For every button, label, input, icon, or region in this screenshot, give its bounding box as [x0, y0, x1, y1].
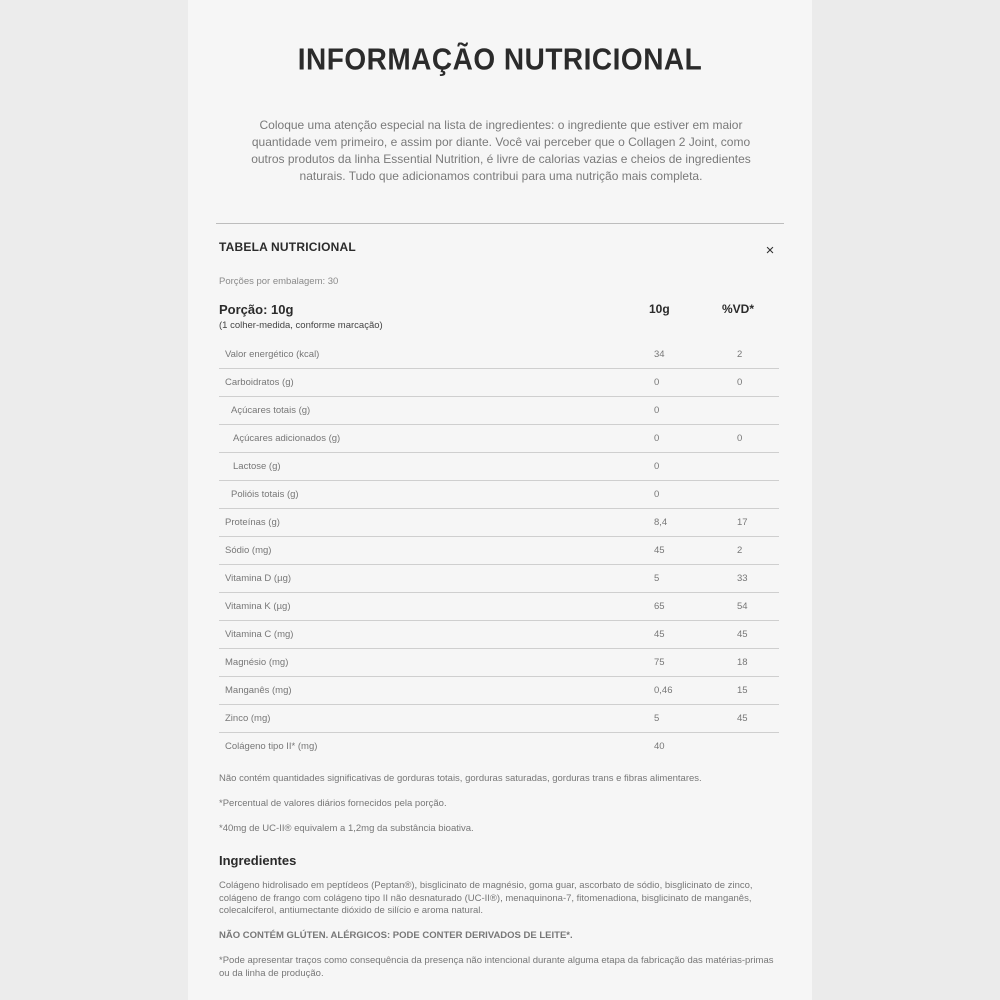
table-row — [219, 425, 779, 453]
ingredients-text: Colágeno hidrolisado em peptídeos (Peptan®), bisglicinato de magnésio, goma guar, ascorbato de sódio, bisglicinato de zinco, colágeno de frango com colágeno tipo II não desnaturado (UC-II®), menaquinona-7, fitomenadiona, bisglicinato de manganês, colecalciferol, antiumectante dióxido de silício e aroma natural. — [219, 880, 753, 916]
close-icon[interactable]: × — [765, 242, 775, 259]
nutrient-amount: 65 — [654, 601, 665, 612]
right-background — [812, 0, 1000, 1000]
nutrient-amount: 5 — [654, 713, 660, 724]
nutrient-vd: 15 — [737, 685, 748, 696]
nutrient-name: Vitamina K (µg) — [225, 601, 291, 612]
nutrient-vd: 45 — [737, 629, 748, 640]
nutrient-amount: 0 — [654, 405, 660, 416]
left-background — [0, 0, 188, 1000]
nutrient-amount: 0,46 — [654, 685, 673, 696]
nutrition-table-title: TABELA NUTRICIONAL — [219, 240, 356, 254]
nutrient-vd: 0 — [737, 433, 743, 444]
nutrient-amount: 0 — [654, 461, 660, 472]
table-row — [219, 649, 779, 677]
section-divider — [216, 223, 784, 224]
portions-per-package: Porções por embalagem: 30 — [219, 276, 339, 287]
nutrient-vd: 54 — [737, 601, 748, 612]
table-row — [219, 341, 779, 369]
nutrient-amount: 45 — [654, 629, 665, 640]
nutrient-name: Lactose (g) — [233, 461, 281, 472]
table-row — [219, 537, 779, 565]
nutrient-name: Vitamina C (mg) — [225, 629, 294, 640]
nutrient-vd: 45 — [737, 713, 748, 724]
content-panel — [188, 0, 812, 1000]
nutrient-amount: 5 — [654, 573, 660, 584]
nutrient-name: Colágeno tipo II* (mg) — [225, 741, 318, 752]
note-no-significant: Não contém quantidades significativas de gorduras totais, gorduras saturadas, gorduras trans e fibras alimentares. — [219, 773, 702, 784]
portion-label: Porção: 10g — [219, 302, 294, 317]
nutrient-name: Polióis totais (g) — [231, 489, 299, 500]
column-header-vd: %VD* — [722, 302, 755, 316]
nutrient-amount: 40 — [654, 741, 665, 752]
nutrient-name: Carboidratos (g) — [225, 377, 294, 388]
nutrient-amount: 34 — [654, 349, 665, 360]
table-row — [219, 565, 779, 593]
table-row — [219, 481, 779, 509]
trace-note: *Pode apresentar traços como consequência da presença não intencional durante alguma etapa da fabricação das matérias-primas ou da linha de produção. — [219, 955, 774, 979]
nutrient-vd: 2 — [737, 349, 743, 360]
nutrient-amount: 8,4 — [654, 517, 668, 528]
nutrient-name: Açúcares adicionados (g) — [233, 433, 341, 444]
table-row — [219, 705, 779, 733]
intro-text: Coloque uma atenção especial na lista de ingredientes: o ingrediente que estiver em maior quantidade vem primeiro, e assim por diante. Você vai perceber que o Collagen 2 Joint, como outros produtos da linha Essential Nutrition, é livre de calorias vazias e cheios de ingredientes naturais. Tudo que adicionamos contribui para uma nutrição mais completa. — [251, 118, 751, 183]
ingredients-title: Ingredientes — [219, 853, 297, 868]
table-row — [219, 509, 779, 537]
table-row — [219, 621, 779, 649]
nutrient-name: Magnésio (mg) — [225, 657, 289, 668]
nutrient-name: Proteínas (g) — [225, 517, 280, 528]
nutrient-amount: 0 — [654, 433, 660, 444]
nutrient-amount: 45 — [654, 545, 665, 556]
note-daily-values: *Percentual de valores diários fornecidos pela porção. — [219, 798, 447, 809]
nutrient-name: Açúcares totais (g) — [231, 405, 311, 416]
note-uc-ii: *40mg de UC-II® equivalem a 1,2mg da substância bioativa. — [219, 823, 474, 834]
nutrient-amount: 0 — [654, 489, 660, 500]
table-row — [219, 677, 779, 705]
portion-subtext: (1 colher-medida, conforme marcação) — [219, 320, 383, 331]
nutrient-vd: 2 — [737, 545, 743, 556]
nutrient-name: Sódio (mg) — [225, 545, 272, 556]
nutrient-vd: 33 — [737, 573, 748, 584]
nutrient-name: Manganês (mg) — [225, 685, 292, 696]
portion-header — [219, 302, 779, 331]
table-row — [219, 369, 779, 397]
nutrient-vd: 0 — [737, 377, 743, 388]
allergen-warning: NÃO CONTÉM GLÚTEN. ALÉRGICOS: PODE CONTER DERIVADOS DE LEITE*. — [219, 930, 573, 941]
nutrient-amount: 75 — [654, 657, 665, 668]
table-row — [219, 453, 779, 481]
table-row — [219, 593, 779, 621]
column-header-amount: 10g — [649, 302, 670, 316]
nutrient-name: Zinco (mg) — [225, 713, 271, 724]
nutrition-table — [219, 341, 779, 760]
nutrient-name: Valor energético (kcal) — [225, 349, 320, 360]
nutrient-amount: 0 — [654, 377, 660, 388]
nutrient-vd: 18 — [737, 657, 748, 668]
nutrient-vd: 17 — [737, 517, 748, 528]
nutrient-name: Vitamina D (µg) — [225, 573, 292, 584]
table-row — [219, 733, 779, 760]
table-row — [219, 397, 779, 425]
page-title: INFORMAÇÃO NUTRICIONAL — [297, 42, 703, 77]
